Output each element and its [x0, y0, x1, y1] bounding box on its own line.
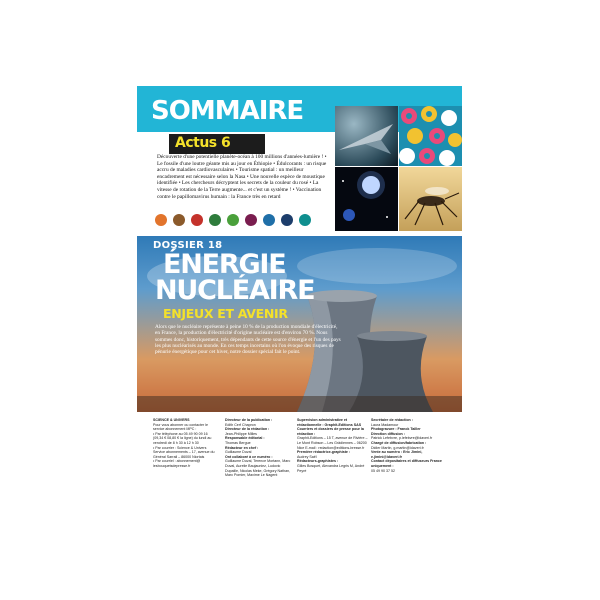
credit-line: Chargé de diffusion/fabrication :: [371, 440, 427, 445]
credit-line: Directeur de la publication :: [225, 418, 273, 422]
credit-line: Contact dépositaires et diffuseurs France uniquement :: [371, 459, 442, 468]
rocket-icon: [209, 214, 221, 226]
credit-line: SCIENCE & UNIVERS: [153, 418, 190, 422]
candy-thumbnail: [399, 106, 462, 166]
credit-line: Gilles Bosquet, Alexandra Legris M, André Peyré: [297, 463, 365, 473]
credit-line: Jean-Philippe Milles: [225, 431, 257, 436]
credit-line: Rédacteur en chef :: [225, 445, 259, 450]
credit-line: Direction diffusion :: [371, 431, 405, 436]
actus-summary: Découverte d'une potentielle planète-océan à 100 millions d'années-lumière ! • Le fossile d'une loutre géante mis au jour en Éthiopie • Édulcorants : un risque accru de maladies cardiovasculaires • Tourisme spatial : un meilleur encadrement est nécessaire selon la Nasa • Une nouvelle espèce de moustique identifiée • Les chercheurs décryptent les secrets de la couleur du rosé • La vitesse de rotation de la Terre augmente... et c'est un système ! • Vaccination contre le papillomavirus humain : la France très en retard: [157, 154, 327, 200]
credits-column-3: [297, 418, 372, 473]
planet-thumbnail: [335, 167, 398, 231]
credit-line: Patrick Lefebvre, p.lefebvre@idaveri.fr: [371, 436, 433, 441]
credit-line: Responsable éditorial :: [225, 436, 265, 441]
fossil-icon: [173, 214, 185, 226]
planet-icon: [155, 214, 167, 226]
credit-line: 05 49 90 37 52: [371, 468, 395, 473]
syringe-icon: [281, 214, 293, 226]
sommaire-section: [137, 86, 462, 236]
credit-line: Edith Cerf Chapron: [225, 422, 256, 427]
credit-line: Première rédactrice-graphiste :: [297, 450, 351, 455]
mosquito-icon: [227, 214, 239, 226]
dossier-title-line1: ÉNERGIE: [163, 249, 286, 280]
credit-line: Supervision administrative et rédactionnelle : Graphit-Editions SAS: [297, 418, 362, 427]
credit-line: Thomas Bergue: [225, 440, 251, 445]
credit-line: Courriers et dossiers de presse pour la rédaction :: [297, 427, 364, 436]
credit-line: Audrey Saël: [297, 454, 317, 459]
credits-column-2: [225, 418, 295, 478]
wine-icon: [245, 214, 257, 226]
credit-line: Laura Madamour: [371, 422, 399, 427]
actus-tag: [169, 134, 265, 154]
magazine-page: [137, 86, 462, 518]
credit-line: Pour vous abonner ou contacter le service abonnement MPC :: [153, 422, 208, 432]
credit-line: Directeur de la rédaction :: [225, 427, 270, 432]
actus-label: Actus 6: [175, 135, 231, 151]
dossier-label: DOSSIER 18: [153, 240, 223, 251]
dossier-title-line2: NUCLÉAIRE: [155, 275, 315, 306]
credit-line: • Par téléphone au 05 49 90 09 16 (09,34 € 08,80 € la ligne) du lundi au vendredi de 8 h 30 à 12 h 30: [153, 431, 212, 445]
credit-line: Didier Martin, g.martin@idaveri.fr: [371, 445, 424, 450]
credit-line: Graphit-Editions – 15 T, avenue de Rivière – Le Mont Robson – Les Grâdiennes – 06200 Nice E-mail : redaction@editions-bresse.fr: [297, 436, 368, 450]
credit-line: Photogravure : Franck Tailler: [371, 427, 421, 432]
credit-line: Rédacteurs-graphistes :: [297, 459, 339, 464]
credit-line: Secrétaire de rédaction :: [371, 418, 413, 422]
dossier-summary: Alors que le nucléaire représente à peine 10 % de la production mondiale d'électricité, en France, la production d'électricité d'origine nucléaire est d'environ 70 %. Nous sommes donc, historiquement, très dépendants de cette source d'énergie et l'un des pays les plus nucléarisés au monde. En ces temps incertains où l'on évoque des risques de pénurie énergétique pour cet hiver, notre dossier spécial fait le point.: [155, 324, 341, 356]
page-title: SOMMAIRE: [151, 96, 304, 126]
credit-line: Vente au numéro : Eric Jimini, e.jimini@idaveri.fr: [371, 450, 423, 459]
dossier-section: [137, 236, 462, 412]
credit-line: Guillaume Duval: [225, 450, 252, 455]
credit-line: • Par courrier : Science & Univers Service abonnements – 17, avenue du Général Sarrail – 86000 Niortais: [153, 445, 215, 459]
credit-line: Ont collaboré à ce numéro :: [225, 454, 273, 459]
credits-footer: [137, 412, 462, 518]
credit-line: Guillaume Duval, Terence Mortann, Marc Duval, Aurelie Baujauniez, Ludovic Dupaille, Nicolas Meke, Grégory Nathan, Marc Pomier, Maxime Le Nagent: [225, 459, 291, 478]
credits-column-1: [153, 418, 215, 469]
fish-thumbnail: [335, 106, 398, 166]
virus-icon: [299, 214, 311, 226]
mosquito-thumbnail: [399, 167, 462, 231]
credits-column-4: [371, 418, 451, 473]
credit-line: • Par courriel : abonnement@ lesbouquetsdepresse.fr: [153, 459, 201, 468]
dossier-subtitle: ENJEUX ET AVENIR: [163, 306, 288, 321]
thumbnail-grid: [335, 106, 462, 231]
heart-icon: [191, 214, 203, 226]
topic-icons: [155, 214, 335, 228]
earth-icon: [263, 214, 275, 226]
